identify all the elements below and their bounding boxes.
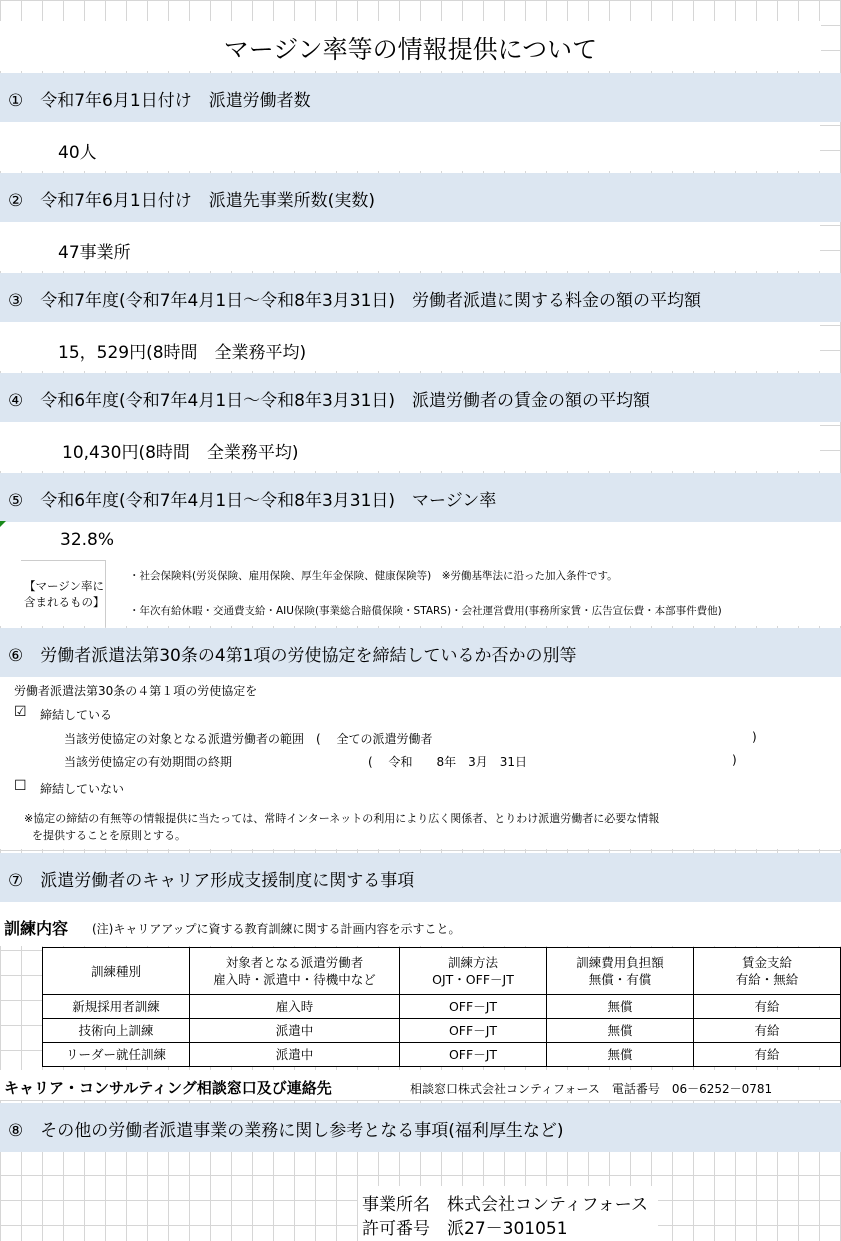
table-cell: 無償: [547, 1019, 694, 1043]
section-8-header: [0, 1103, 841, 1152]
section-8-heading: ⑧ その他の労働者派遣事業の業務に関し参考となる事項(福利厚生など): [8, 1121, 564, 1141]
section-3-heading: ③ 令和7年度(令和7年4月1日～令和8年3月31日) 労働者派遣に関する料金の額の平均額: [8, 291, 702, 311]
table-row: [43, 1019, 841, 1043]
section-5-heading: ⑤ 令和6年度(令和7年4月1日～令和8年3月31日) マージン率: [8, 491, 497, 511]
office-count: 47事業所: [58, 243, 131, 263]
average-wage: 10,430円(8時間 全業務平均): [62, 443, 299, 463]
table-row: [43, 1043, 841, 1067]
cell-corner-marker: [0, 521, 6, 527]
option-not-concluded: 締結していない: [40, 782, 125, 796]
header-method: 訓練方法 OJT・OFF－JT: [400, 948, 547, 995]
section-3-header: [0, 273, 841, 322]
training-note: (注)キャリアアップに資する教育訓練に関する計画内容を示すこと。: [92, 922, 461, 936]
header-type: 訓練種別: [43, 948, 190, 995]
section-2-heading: ② 令和7年6月1日付け 派遣先事業所数(実数): [8, 191, 375, 211]
agreement-scope-close: ): [752, 730, 757, 744]
included-item-2: ・年次有給休暇・交通費支給・AIU保険(事業総合賠償保険・STARS)・会社運営費用(事務所家賃・広告宣伝費・本部事件費他): [129, 605, 722, 617]
consult-info: 相談窓口株式会社コンティフォース 電話番号 06－6252－0781: [410, 1082, 773, 1096]
table-row: [43, 995, 841, 1019]
section-2-header: [0, 173, 841, 222]
training-table: [42, 947, 841, 1067]
table-cell: 無償: [547, 1043, 694, 1067]
section-1-header: [0, 73, 841, 122]
section-1-heading: ① 令和7年6月1日付け 派遣労働者数: [8, 91, 311, 111]
section-6-heading: ⑥ 労働者派遣法第30条の4第1項の労使協定を締結しているか否かの別等: [8, 646, 577, 666]
section-6-header: [0, 628, 841, 677]
average-fee: 15，529円(8時間 全業務平均): [58, 343, 307, 363]
table-cell: 有給: [694, 1019, 841, 1043]
table-cell: OFF－JT: [400, 1019, 547, 1043]
option-concluded: 締結している: [40, 708, 113, 722]
table-cell: 派遣中: [190, 1043, 400, 1067]
section-5-header: [0, 473, 841, 522]
table-cell: 技術向上訓練: [43, 1019, 190, 1043]
training-label: 訓練内容: [4, 919, 69, 938]
agreement-scope: 当該労使協定の対象となる派遣労働者の範囲 ( 全ての派遣労働者: [64, 732, 433, 746]
agreement-term-value: ( 令和 8年 3月 31日: [368, 755, 528, 769]
agreement-term-close: ): [732, 753, 737, 767]
margin-rate: 32.8%: [60, 530, 115, 550]
included-label-line2: 含まれるもの】: [24, 595, 105, 609]
table-cell: 雇入時: [190, 995, 400, 1019]
table-cell: リーダー就任訓練: [43, 1043, 190, 1067]
agreement-note-line2: を提供することを原則とする。: [32, 829, 186, 842]
footer-license: 許可番号 派27－301051: [362, 1219, 568, 1239]
header-cost: 訓練費用負担額 無償・有償: [547, 948, 694, 995]
section-7-header: [0, 853, 841, 902]
table-cell: 無償: [547, 995, 694, 1019]
section-1-body: [0, 122, 820, 171]
table-cell: 有給: [694, 1043, 841, 1067]
included-label-line1: 【マージン率に: [24, 579, 104, 593]
agreement-intro: 労働者派遣法第30条の４第１項の労使協定を: [14, 684, 258, 698]
header-wage: 賃金支給 有給・無給: [694, 948, 841, 995]
included-item-1: ・社会保険料(労災保険、雇用保険、厚生年金保険、健康保険等) ※労働基準法に沿った加入条件です。: [129, 570, 618, 582]
section-4-header: [0, 373, 841, 422]
agreement-note-line1: ※協定の締結の有無等の情報提供に当たっては、常時インターネットの利用により広く関係者、とりわけ派遣労働者に必要な情報: [24, 812, 660, 825]
page-title: マージン率等の情報提供について: [223, 35, 598, 64]
header-target: 対象者となる派遣労働者 雇入時・派遣中・待機中など: [190, 948, 400, 995]
table-cell: OFF－JT: [400, 995, 547, 1019]
footer-office: 事業所名 株式会社コンティフォース: [362, 1195, 648, 1215]
checkbox-not-concluded[interactable]: ☐: [14, 778, 27, 794]
worker-count: 40人: [58, 143, 97, 163]
section-4-heading: ④ 令和6年度(令和7年4月1日～令和8年3月31日) 派遣労働者の賃金の額の平均額: [8, 391, 651, 411]
table-cell: 新規採用者訓練: [43, 995, 190, 1019]
section-7-heading: ⑦ 派遣労働者のキャリア形成支援制度に関する事項: [8, 871, 415, 891]
training-table-header: [43, 948, 841, 995]
table-cell: OFF－JT: [400, 1043, 547, 1067]
consult-label: キャリア・コンサルティング相談窓口及び連絡先: [4, 1079, 332, 1097]
checkbox-concluded[interactable]: ☑: [14, 704, 27, 720]
table-cell: 派遣中: [190, 1019, 400, 1043]
agreement-term-label: 当該労使協定の有効期間の終期: [64, 755, 233, 769]
table-cell: 有給: [694, 995, 841, 1019]
